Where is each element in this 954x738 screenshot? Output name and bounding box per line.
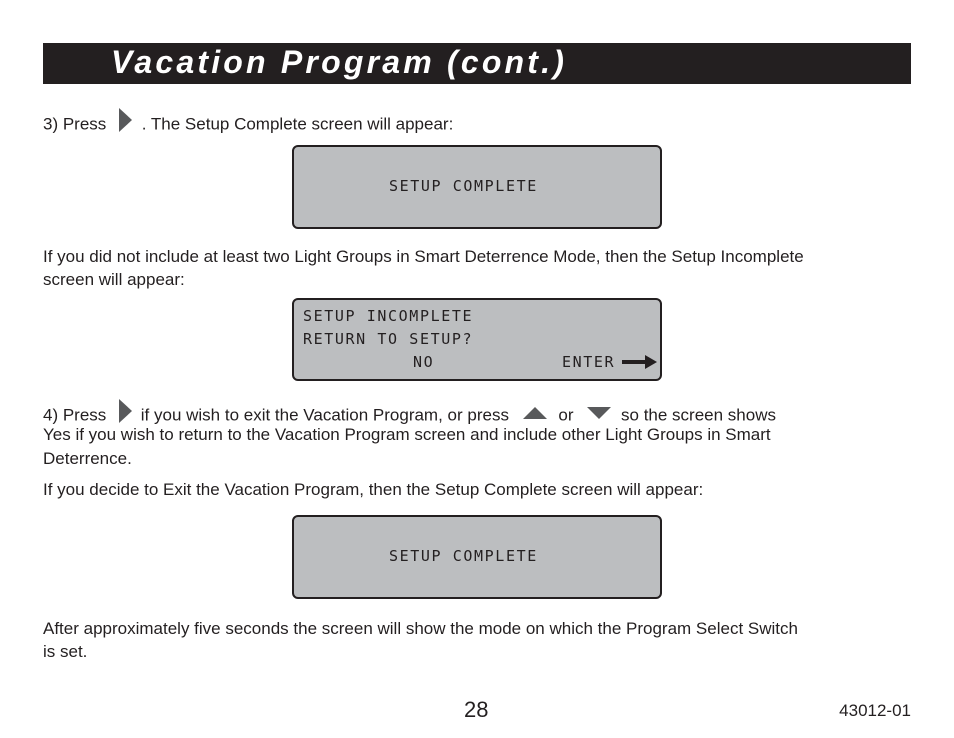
- right-arrow-icon: [622, 355, 658, 373]
- step-3-prefix: 3) Press: [43, 114, 107, 134]
- lcd-option-no: NO: [413, 353, 435, 371]
- step-3-suffix: . The Setup Complete screen will appear:: [141, 114, 454, 134]
- lcd-line-1: SETUP COMPLETE: [389, 177, 538, 195]
- after-paragraph-line-1: After approximately five seconds the screen will show the mode on which the Program Select Switch: [43, 619, 798, 638]
- exit-paragraph: If you decide to Exit the Vacation Program, then the Setup Complete screen will appear:: [43, 480, 704, 499]
- after-paragraph-line-2: is set.: [43, 642, 88, 661]
- lcd-screen-setup-complete-2: [292, 515, 662, 599]
- lcd-screen-setup-incomplete: [292, 298, 662, 381]
- lcd-line-1: SETUP INCOMPLETE: [303, 307, 474, 325]
- step-4-suffix: so the screen shows: [621, 405, 776, 425]
- step-4-mid-2: or: [558, 405, 574, 425]
- step-4-line-2: Yes if you wish to return to the Vacation Program screen and include other Light Groups in Smart: [43, 425, 771, 444]
- lcd-line-1: SETUP COMPLETE: [389, 547, 538, 565]
- step-4-prefix: 4) Press: [43, 405, 107, 425]
- page-title: Vacation Program (cont.): [111, 44, 568, 80]
- step-4-line-3: Deterrence.: [43, 449, 132, 468]
- document-code: 43012-01: [839, 701, 911, 720]
- page-number: 28: [464, 697, 489, 722]
- incomplete-paragraph-line-2: screen will appear:: [43, 270, 185, 289]
- step-3-paragraph: [43, 109, 453, 141]
- title-bar: [43, 43, 911, 84]
- lcd-screen-setup-complete: [292, 145, 662, 229]
- step-4-mid-1: if you wish to exit the Vacation Program, or press: [140, 405, 509, 425]
- incomplete-paragraph-line-1: If you did not include at least two Light Groups in Smart Deterrence Mode, then the Setup Incomplete: [43, 247, 804, 266]
- right-arrow-button-icon: [117, 107, 133, 139]
- lcd-option-enter: ENTER: [562, 353, 616, 371]
- lcd-line-2: RETURN TO SETUP?: [303, 330, 474, 348]
